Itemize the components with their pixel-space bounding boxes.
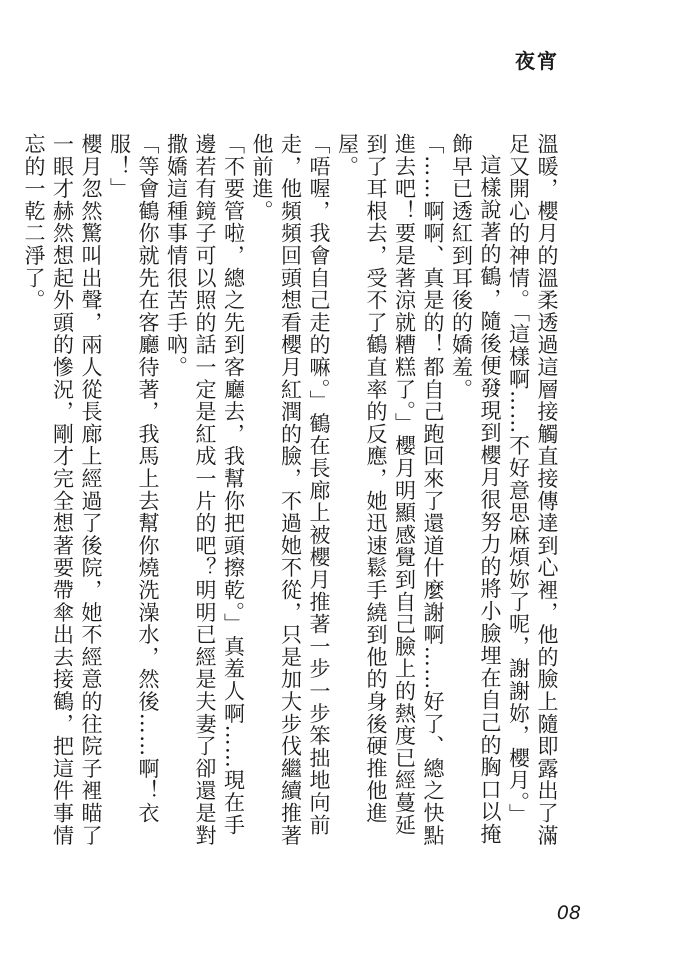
page-number: 08 xyxy=(556,902,581,924)
paragraph-7: 櫻月忽然驚叫出聲，兩人從長廊上經過了後院，她不經意的往院子裡瞄了一眼才赫然想起外頭的慘況，剛才完全想著要帶傘出去接鶴，把這件事情忘的一乾二淨了。 xyxy=(22,133,103,847)
paragraph-4: 「唔喔，我會自己走的嘛。」鶴在長廊上被櫻月推著一步一步笨拙地向前走，他頻頻回頭想看櫻月紅潤的臉，不過她不從，只是加大步伐繼續推著他前進。 xyxy=(250,133,331,847)
paragraph-5: 「不要管啦，總之先到客廳去，我幫你把頭擦乾。」真羞人啊……現在手邊若有鏡子可以照的話一定是紅成一片的吧？明明已經是夫妻了卻還是對撒嬌這種事情很苦手吶。 xyxy=(164,133,246,847)
body-text xyxy=(22,133,561,858)
paragraph-2: 這樣說著的鶴，隨後便發現到櫻月很努力的將小臉埋在自己的胸口以掩飾早已透紅到耳後的嬌羞。 xyxy=(449,133,502,846)
paragraph-3: 「……啊啊、真是的！都自己跑回來了還道什麼謝啊……好了、總之快點進去吧！要是著涼就糟糕了。」櫻月明顯感覺到自己臉上的熱度已經蔓延到了耳根去，受不了鶴直率的反應，她迅速鬆手繞到他的身後硬推他進屋。 xyxy=(335,133,445,847)
paragraph-6: 「等會鶴你就先在客廳待著，我馬上去幫你燒洗澡水，然後……啊！衣服！」 xyxy=(107,133,160,825)
paragraph-1: 溫暖，櫻月的溫柔透過這層接觸直接傳達到心裡，他的臉上隨即露出了滿足又開心的神情。「這樣啊……不好意思麻煩妳了呢，謝謝妳，櫻月。」 xyxy=(506,133,559,847)
chapter-title: 夜宵 xyxy=(515,49,559,73)
